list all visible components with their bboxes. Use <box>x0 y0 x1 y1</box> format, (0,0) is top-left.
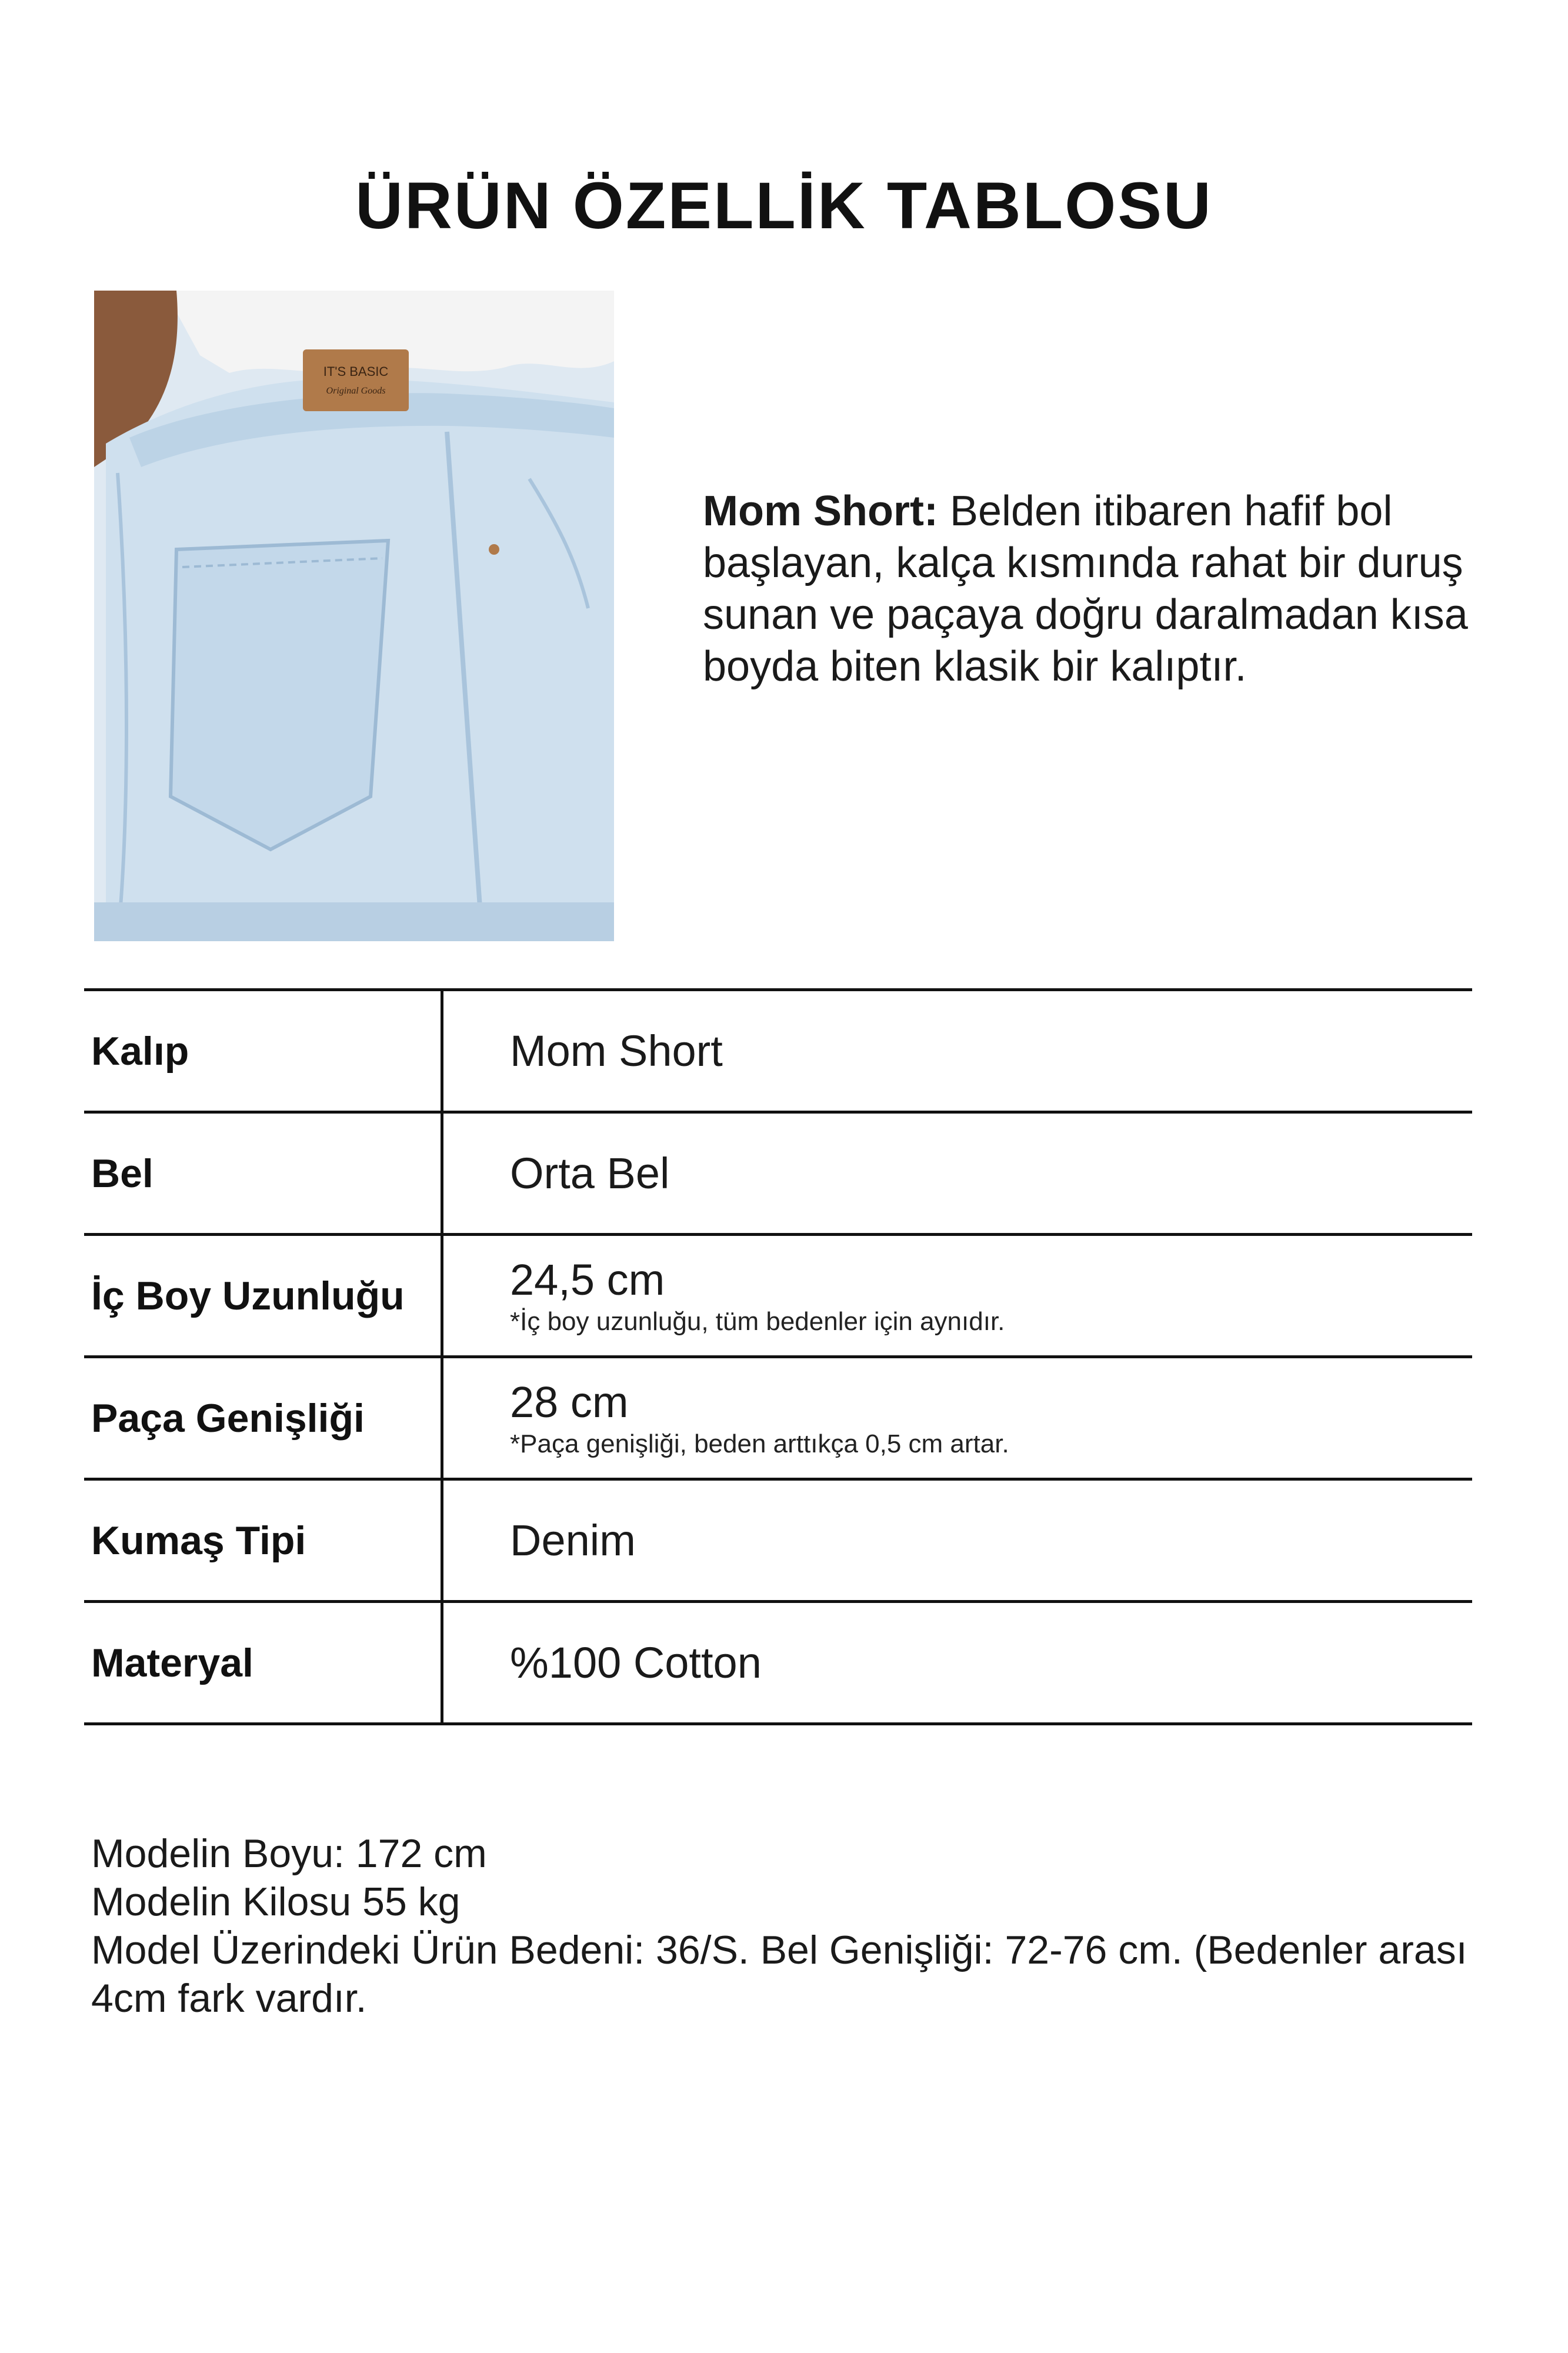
spec-label: Kalıp <box>84 990 442 1112</box>
spec-value: 28 cm <box>510 1378 629 1427</box>
spec-value: 24,5 cm <box>510 1255 665 1304</box>
model-size: Model Üzerindeki Ürün Bedeni: 36/S. Bel Genişliği: 72-76 cm. (Bedenler arası 4cm fark vardır. <box>91 1928 1467 2021</box>
spec-label: Paça Genişliği <box>84 1357 442 1479</box>
page-title: ÜRÜN ÖZELLİK TABLOSU <box>355 169 1213 242</box>
product-description <box>703 485 1491 692</box>
spec-value: Mom Short <box>510 1026 723 1075</box>
description-text: Belden itibaren hafif bol başlayan, kalça kısmında rahat bir duruş sunan ve paçaya doğru daralmadan kısa boyda biten klasik bir kalıptır. <box>703 488 1468 690</box>
table-row <box>84 1112 1472 1235</box>
spec-value: Denim <box>510 1516 636 1565</box>
spec-label: Kumaş Tipi <box>84 1479 442 1602</box>
table-row <box>84 1479 1472 1602</box>
spec-value-cell <box>442 1479 1473 1602</box>
spec-label: Materyal <box>84 1602 442 1724</box>
spec-value-cell <box>442 990 1473 1112</box>
denim-shorts-back-photo-icon <box>94 291 614 941</box>
svg-text:Original Goods: Original Goods <box>326 386 386 396</box>
spec-value-cell <box>442 1112 1473 1235</box>
spec-value-cell <box>442 1602 1473 1724</box>
spec-table <box>84 988 1472 1725</box>
table-row <box>84 990 1472 1112</box>
product-photo <box>94 291 614 941</box>
spec-value: Orta Bel <box>510 1149 670 1198</box>
table-row <box>84 1602 1472 1724</box>
spec-label: Bel <box>84 1112 442 1235</box>
spec-value: %100 Cotton <box>510 1638 762 1687</box>
model-height: Modelin Boyu: 172 cm <box>91 1831 487 1876</box>
spec-note: *Paça genişliği, beden arttıkça 0,5 cm artar. <box>510 1429 1009 1458</box>
model-info <box>91 1829 1479 2022</box>
spec-note: *İç boy uzunluğu, tüm bedenler için aynıdır. <box>510 1307 1005 1336</box>
spec-label: İç Boy Uzunluğu <box>84 1235 442 1357</box>
model-weight: Modelin Kilosu 55 kg <box>91 1879 461 1924</box>
spec-value-cell <box>442 1235 1473 1357</box>
table-row <box>84 1357 1472 1479</box>
description-title: Mom Short: <box>703 488 938 535</box>
svg-text:IT'S BASIC: IT'S BASIC <box>323 364 389 379</box>
spec-value-cell <box>442 1357 1473 1479</box>
table-row <box>84 1235 1472 1357</box>
